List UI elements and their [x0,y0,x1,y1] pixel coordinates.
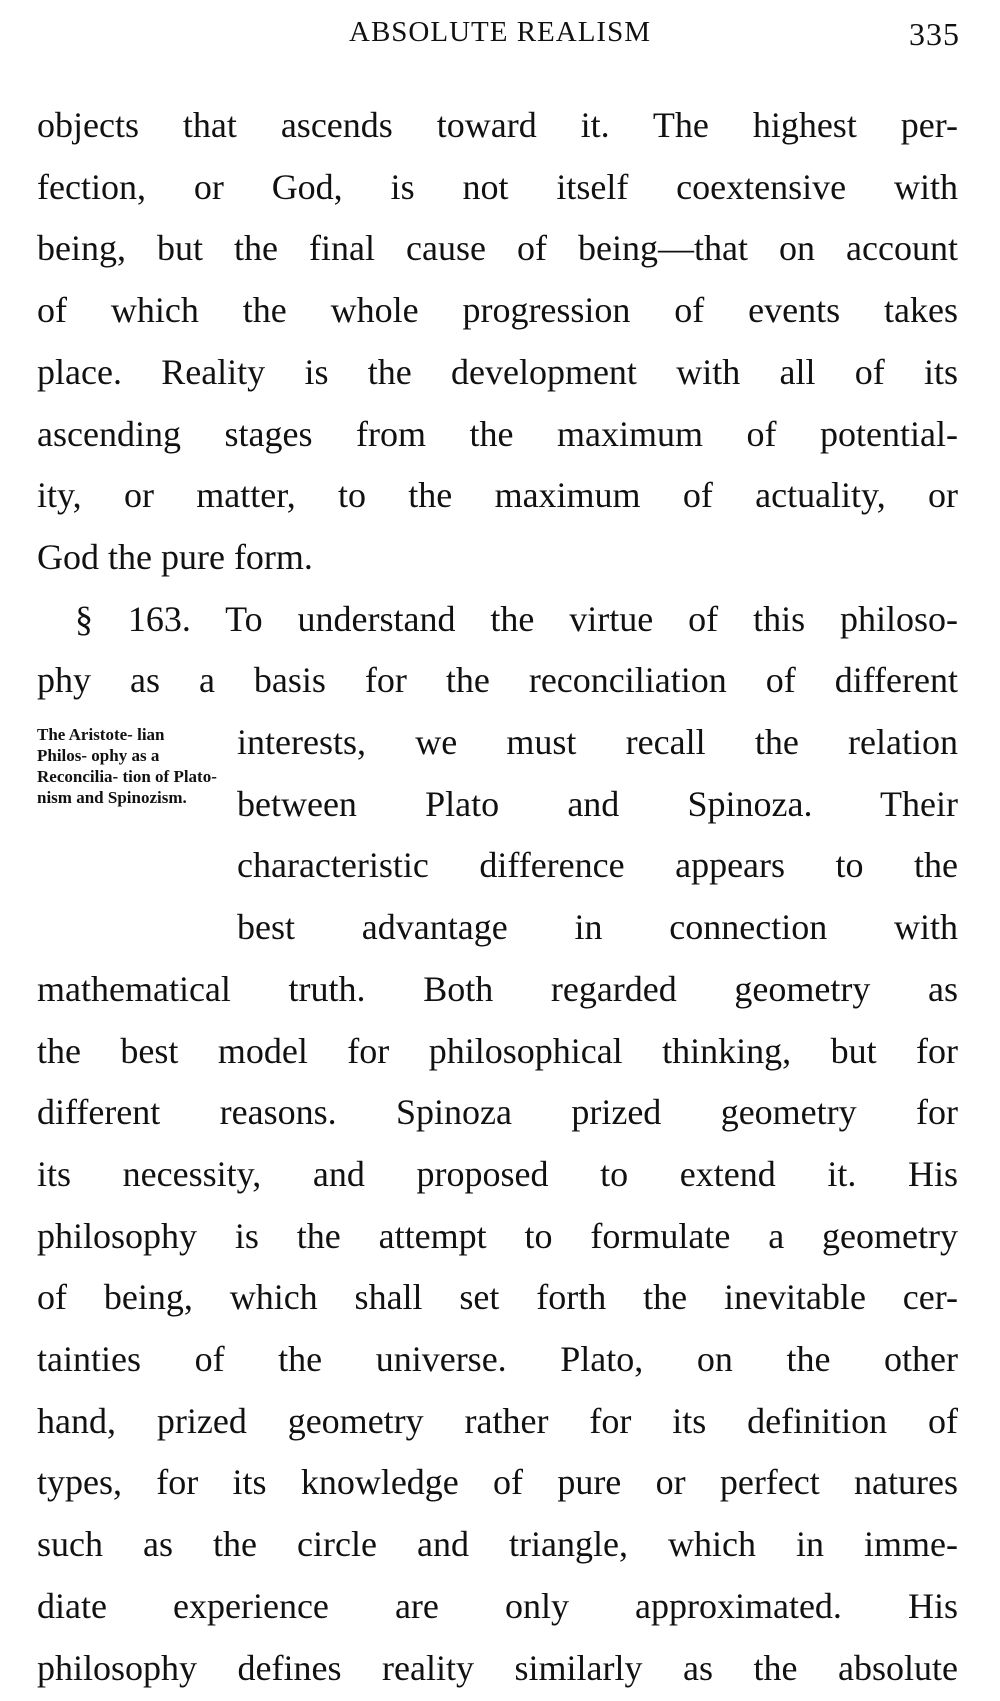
text-line: its necessity, and proposed to extend it. His [37,1153,958,1194]
text-line: tainties of the universe. Plato, on the other [37,1339,958,1379]
text-line: place. Reality is the development with all of its [37,351,958,392]
text-line: § 163. To understand the virtue of this philoso- [75,598,958,639]
text-line: of being, which shall set forth the inevitable cer- [37,1277,958,1318]
text-line: interests, we must recall the relation [237,722,958,762]
text-line: diate experience are only approximated. His [37,1585,958,1626]
text-line: between Plato and Spinoza. Their [237,783,958,824]
text-line: being, but the final cause of being—that on account [37,228,958,269]
text-line: different reasons. Spinoza prized geometry for [37,1092,958,1133]
text-line: of which the whole progression of events takes [37,290,958,331]
page-number: 335 [909,16,960,52]
text-line: hand, prized geometry rather for its definition of [37,1400,958,1441]
text-line: types, for its knowledge of pure or perfect natures [37,1462,958,1503]
text-line: mathematical truth. Both regarded geometry as [37,968,958,1009]
text-line: fection, or God, is not itself coextensive with [37,166,958,207]
text-line: such as the circle and triangle, which in imme- [37,1524,958,1565]
text-line: ascending stages from the maximum of potential- [37,413,958,454]
text-line: God the pure form. [37,536,313,577]
text-line: phy as a basis for the reconciliation of different [37,660,958,701]
text-line: characteristic difference appears to the [237,845,958,886]
text-line: philosophy defines reality similarly as the absolute [37,1647,958,1688]
text-line: objects that ascends toward it. The highest per- [37,105,958,145]
margin-note: The Aristote- lian Philos- ophy as a Reconcilia- tion of Plato- nism and Spinozism. [37,725,217,807]
text-line: philosophy is the attempt to formulate a geometry [37,1215,958,1256]
running-head: ABSOLUTE REALISM [349,16,651,48]
text-line: best advantage in connection with [237,907,958,948]
text-line: ity, or matter, to the maximum of actuality, or [37,475,958,516]
text-line: the best model for philosophical thinking, but for [37,1030,958,1071]
